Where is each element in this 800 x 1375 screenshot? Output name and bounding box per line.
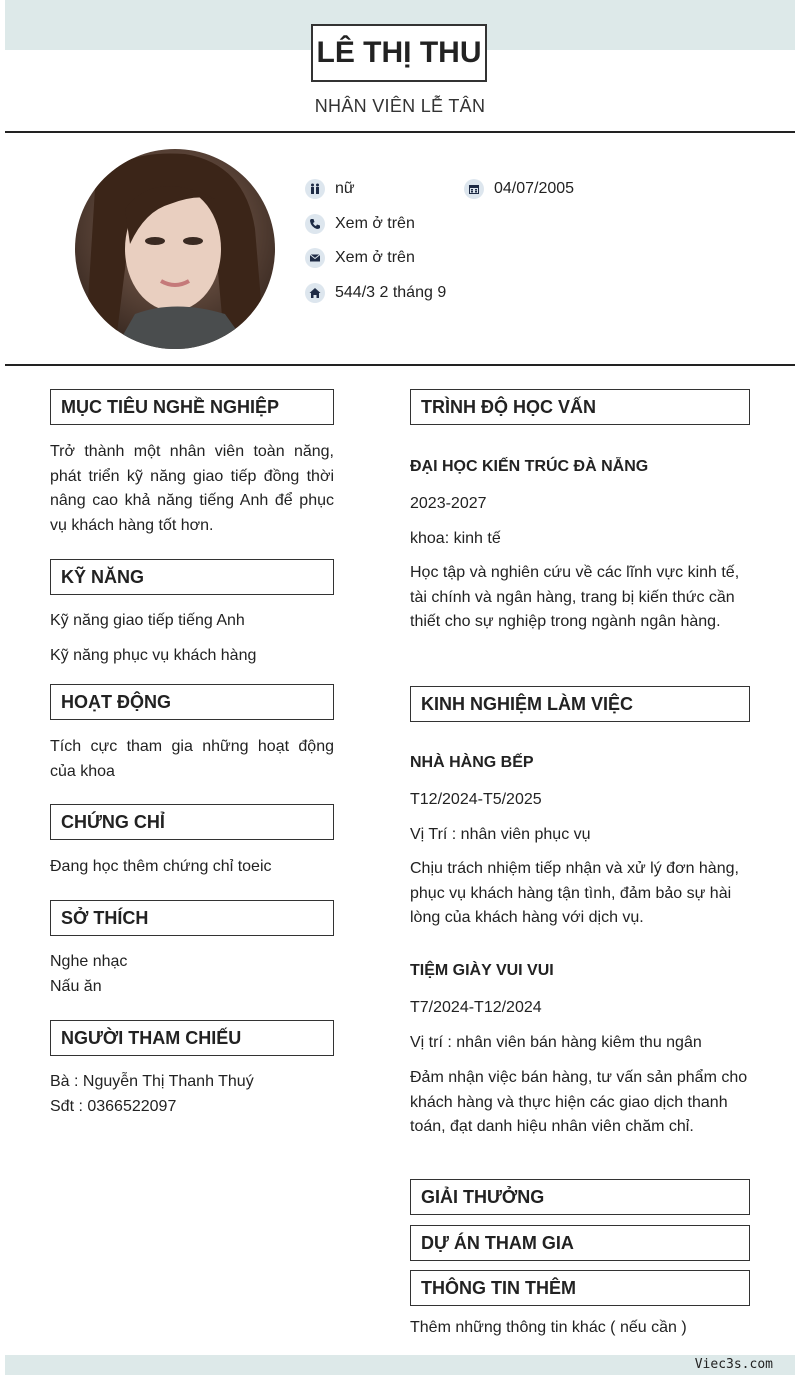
activities-heading: HOẠT ĐỘNG xyxy=(50,684,334,720)
job-company: TIỆM GIÀY VUI VUI xyxy=(410,962,554,979)
reference-item: Bà : Nguyễn Thị Thanh Thuý xyxy=(50,1073,254,1090)
contact-email xyxy=(305,248,415,268)
job-company: NHÀ HÀNG BẾP xyxy=(410,754,534,771)
footer-band xyxy=(5,1355,795,1375)
contact-address xyxy=(305,283,446,303)
divider-top xyxy=(5,131,795,133)
education-faculty: khoa: kinh tế xyxy=(410,530,501,547)
additional-info-text: Thêm những thông tin khác ( nếu cần ) xyxy=(410,1319,687,1336)
gender-value: nữ xyxy=(335,180,355,197)
certificates-heading: CHỨNG CHỈ xyxy=(50,804,334,840)
phone-value: Xem ở trên xyxy=(335,215,415,232)
calendar-icon xyxy=(464,179,484,199)
contact-gender xyxy=(305,179,355,199)
hobbies-heading: SỞ THÍCH xyxy=(50,900,334,936)
hobby-item: Nghe nhạc xyxy=(50,953,128,970)
awards-heading: GIẢI THƯỞNG xyxy=(410,1179,750,1215)
hobby-item: Nấu ăn xyxy=(50,978,102,995)
objective-heading: MỤC TIÊU NGHỀ NGHIỆP xyxy=(50,389,334,425)
experience-heading: KINH NGHIỆM LÀM VIỆC xyxy=(410,686,750,722)
skills-heading: KỸ NĂNG xyxy=(50,559,334,595)
contact-phone xyxy=(305,214,415,234)
job-description: Chịu trách nhiệm tiếp nhận và xử lý đơn hàng, phục vụ khách hàng tận tình, đảm bảo sự hài lòng của khách hàng với dịch vụ. xyxy=(410,860,739,926)
email-icon xyxy=(305,248,325,268)
reference-item: Sđt : 0366522097 xyxy=(50,1098,177,1115)
education-period: 2023-2027 xyxy=(410,495,487,512)
candidate-name: LÊ THỊ THU xyxy=(311,24,487,82)
education-heading: TRÌNH ĐỘ HỌC VẤN xyxy=(410,389,750,425)
education-school: ĐẠI HỌC KIẾN TRÚC ĐÀ NẴNG xyxy=(410,458,649,475)
skill-item: Kỹ năng phục vụ khách hàng xyxy=(50,647,257,664)
certificates-text: Đang học thêm chứng chỉ toeic xyxy=(50,858,272,875)
gender-icon xyxy=(305,179,325,199)
birthdate-value: 04/07/2005 xyxy=(494,180,575,197)
job-position: Vị Trí : nhân viên phục vụ xyxy=(410,826,591,843)
address-value: 544/3 2 tháng 9 xyxy=(335,284,447,301)
job-period: T12/2024-T5/2025 xyxy=(410,791,542,808)
job-title: NHÂN VIÊN LỄ TÂN xyxy=(314,96,486,116)
activities-text: Tích cực tham gia những hoạt động của khoa xyxy=(50,738,334,780)
job-description: Đảm nhận việc bán hàng, tư vấn sản phẩm cho khách hàng và thực hiện các giao dịch thanh toán, đạt danh hiệu nhân viên chăm chỉ. xyxy=(410,1069,748,1135)
skill-item: Kỹ năng giao tiếp tiếng Anh xyxy=(50,612,245,629)
contact-birthdate xyxy=(464,179,574,199)
job-period: T7/2024-T12/2024 xyxy=(410,999,542,1016)
phone-icon xyxy=(305,214,325,234)
references-heading: NGƯỜI THAM CHIẾU xyxy=(50,1020,334,1056)
footer-brand[interactable]: Viec3s.com xyxy=(694,1357,773,1372)
divider-middle xyxy=(5,364,795,366)
home-icon xyxy=(305,283,325,303)
email-value: Xem ở trên xyxy=(335,249,415,266)
additional-info-heading: THÔNG TIN THÊM xyxy=(410,1270,750,1306)
avatar xyxy=(75,149,275,349)
objective-text: Trở thành một nhân viên toàn năng, phát triển kỹ năng giao tiếp đồng thời nâng cao khả năng tiếng Anh để phục vụ khách hàng tốt hơn. xyxy=(50,443,334,534)
job-position: Vị trí : nhân viên bán hàng kiêm thu ngân xyxy=(410,1034,702,1051)
projects-heading: DỰ ÁN THAM GIA xyxy=(410,1225,750,1261)
education-description: Học tập và nghiên cứu về các lĩnh vực kinh tế, tài chính và ngân hàng, trang bị kiến thức cần thiết cho sự nghiệp trong ngành ngân hàng. xyxy=(410,564,740,630)
